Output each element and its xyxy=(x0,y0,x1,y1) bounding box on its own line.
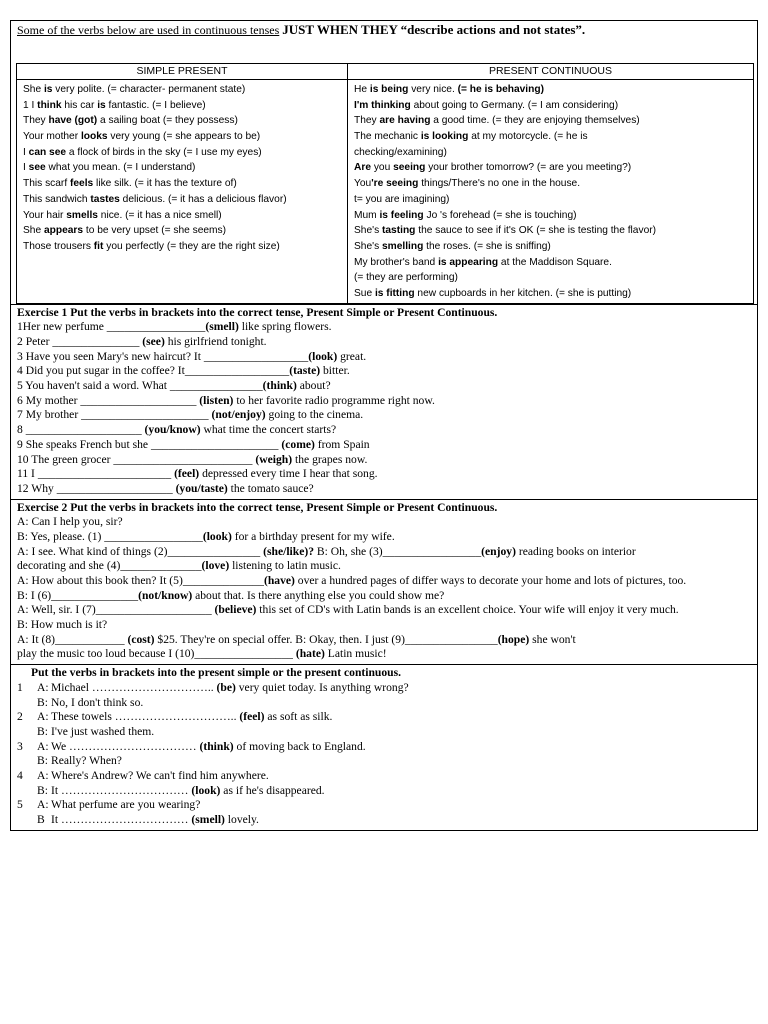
example-line xyxy=(23,208,343,224)
exercise-2-dialogue xyxy=(17,515,757,662)
text-run: fantastic. (= I believe) xyxy=(105,99,206,111)
text-run: 7 My brother ______________________ xyxy=(17,408,212,422)
text-run: the roses. (= she is sniffing) xyxy=(423,240,551,252)
bold-text: fit xyxy=(93,240,104,252)
exercise-1 xyxy=(11,304,757,499)
text-run: to be very upset (= she seems) xyxy=(83,225,227,237)
text-run: things/There's no one in the house. xyxy=(418,178,581,190)
text-run: to her favorite radio programme right now. xyxy=(233,393,435,407)
bold-text: see xyxy=(28,162,46,174)
text-run: B: I (6)_______________ xyxy=(17,588,139,602)
speaker-a-text xyxy=(51,710,332,725)
text-run: bitter. xyxy=(320,364,350,378)
dialogue-line xyxy=(17,618,757,633)
bold-text: (believe) xyxy=(214,603,257,617)
text-run: B: How much is it? xyxy=(17,618,108,632)
text-run: listening to latin music. xyxy=(229,559,341,573)
speaker-b-text xyxy=(51,813,259,828)
text-run: The mechanic xyxy=(354,131,421,143)
dialogue-line xyxy=(17,574,757,589)
bold-text: (have) xyxy=(263,574,295,587)
text-run: $25. They're on special offer. B: Okay, then. I just (9)________________ xyxy=(154,632,498,646)
bold-text: is xyxy=(43,84,53,95)
bold-text: (listen) xyxy=(199,393,234,407)
text-run: A: Can I help you, sir? xyxy=(17,515,123,529)
bold-text: (enjoy) xyxy=(481,544,516,558)
item-number: 5 xyxy=(17,798,23,812)
text-run: Michael ………………………….. xyxy=(51,680,217,694)
speaker-b-label: B xyxy=(37,813,45,827)
bold-text: tastes xyxy=(90,193,120,205)
text-run: new cupboards in her kitchen. (= she is putting) xyxy=(414,287,632,299)
bold-text: (come) xyxy=(281,437,315,451)
item-line-b xyxy=(17,725,757,740)
example-line xyxy=(354,160,749,176)
bold-text: (hope) xyxy=(497,632,530,646)
bold-text: (not/enjoy) xyxy=(211,408,266,422)
speaker-b-label: B: xyxy=(37,783,48,797)
speaker-b-text xyxy=(51,784,325,799)
item-line-a xyxy=(17,740,757,755)
text-run: of moving back to England. xyxy=(233,739,366,753)
text-run: a flock of birds in the sky (= I use my eyes) xyxy=(66,146,262,158)
text-run: what time the concert starts? xyxy=(200,423,337,437)
item-number: 3 xyxy=(17,739,23,753)
bold-text: have (got) xyxy=(48,115,98,127)
col-header-simple-present: SIMPLE PRESENT xyxy=(17,64,348,80)
text-run: It …………………………… xyxy=(51,783,192,797)
text-run: 3 Have you seen Mary's new haircut? It __________________ xyxy=(17,349,309,363)
text-run: about that. Is there anything else you could show me? xyxy=(192,588,445,602)
bold-text: is looking xyxy=(420,131,469,143)
bold-text: (you/taste) xyxy=(175,481,228,495)
exercise-1-lines xyxy=(17,320,757,496)
exercise-1-line xyxy=(17,453,757,468)
text-run: about? xyxy=(296,379,331,393)
item-line-a xyxy=(17,710,757,725)
text-run: 11 I _______________________ xyxy=(17,467,175,481)
text-run: They xyxy=(354,115,380,127)
text-run: the tomato sauce? xyxy=(227,481,314,495)
worksheet xyxy=(10,20,758,831)
intro-underlined: Some of the verbs below are used in continuous tenses xyxy=(17,23,280,37)
text-run: Jo 's forehead (= she is touching) xyxy=(423,209,577,221)
text-run: a good time. (= they are enjoying themselves) xyxy=(430,115,640,127)
bold-text: (look) xyxy=(202,529,232,543)
text-run: she won't xyxy=(529,632,576,646)
example-line xyxy=(354,286,749,302)
simple-present-examples xyxy=(17,80,348,304)
example-line xyxy=(354,176,749,192)
text-run: checking/examining) xyxy=(354,146,447,158)
speaker-b-text: No, I don't think so. xyxy=(51,695,144,709)
bold-text: can see xyxy=(28,146,67,158)
exercise-1-title: Exercise 1 Put the verbs in brackets into the correct tense, Present Simple or Present Continuous. xyxy=(17,305,498,319)
text-run: at the Maddison Square. xyxy=(498,256,612,268)
bold-text: (look) xyxy=(191,783,221,797)
text-run: He xyxy=(354,84,370,95)
text-run: 12 Why ____________________ xyxy=(17,481,176,495)
comparison-table xyxy=(16,63,754,304)
text-run: over a hundred pages of differ ways to decorate your home and lots of pictures, too. xyxy=(294,574,687,587)
text-run: B: Oh, she (3)_________________ xyxy=(314,544,482,558)
text-run: his girlfriend tonight. xyxy=(164,335,267,348)
speaker-b-label: B: xyxy=(37,754,48,768)
text-run: Where's Andrew? We can't find him anywhere. xyxy=(51,768,269,782)
text-run: great. xyxy=(337,349,367,363)
example-line xyxy=(354,129,749,145)
example-line xyxy=(23,160,343,176)
item-line-a xyxy=(17,798,757,813)
text-run: This scarf xyxy=(23,178,70,190)
example-line xyxy=(23,192,343,208)
text-run: My brother's band xyxy=(354,256,439,268)
bold-text: is appearing xyxy=(438,256,499,268)
text-run: you perfectly (= they are the right size) xyxy=(103,240,280,252)
bold-text: (cost) xyxy=(127,632,155,646)
text-run: She's xyxy=(354,240,382,252)
text-run: the sauce to see if it's OK (= she is testing the flavor) xyxy=(415,225,657,237)
bold-text: (see) xyxy=(142,335,165,348)
text-run: Latin music! xyxy=(324,647,387,661)
exercise-2 xyxy=(11,499,757,665)
exercise-1-line xyxy=(17,335,757,350)
example-line xyxy=(354,113,749,129)
text-run: She xyxy=(23,84,44,95)
item-line-a xyxy=(17,681,757,696)
example-line xyxy=(354,223,749,239)
bold-text: feels xyxy=(69,178,94,190)
bold-text: (love) xyxy=(201,559,230,573)
text-run: It …………………………… xyxy=(51,813,192,827)
text-run: 8 ____________________ xyxy=(17,423,145,437)
speaker-a-text xyxy=(51,681,409,696)
text-run: at my motorcycle. (= he is xyxy=(468,131,588,143)
bold-text: think xyxy=(37,99,62,111)
text-run: from Spain xyxy=(314,437,370,451)
example-line xyxy=(23,129,343,145)
dialogue-line xyxy=(17,589,757,604)
item-line-b xyxy=(17,696,757,711)
text-run: nice. (= it has a nice smell) xyxy=(97,209,222,221)
example-line xyxy=(354,192,749,208)
speaker-a-label: A: xyxy=(37,680,49,694)
text-run: 1 I xyxy=(23,99,38,111)
text-run: 5 You haven't said a word. What ________________ xyxy=(17,379,263,393)
item-line-b xyxy=(17,754,757,769)
speaker-b-label: B: xyxy=(37,695,48,709)
text-run: This sandwich xyxy=(23,193,91,205)
text-run: reading books on interior xyxy=(515,544,636,558)
bold-text: (= he is behaving) xyxy=(457,84,544,95)
speaker-a-label: A: xyxy=(37,768,49,782)
example-line xyxy=(23,98,343,114)
exercise-2-title: Exercise 2 Put the verbs in brackets into the correct tense, Present Simple or Present Continuous. xyxy=(17,500,498,514)
exercise-1-line xyxy=(17,482,757,497)
text-run: depressed every time I hear that song. xyxy=(199,467,378,481)
example-line xyxy=(23,176,343,192)
text-run: 2 Peter _______________ xyxy=(17,335,143,348)
text-run: I xyxy=(23,146,29,158)
text-run: Sue xyxy=(354,287,375,299)
intro-line xyxy=(11,21,757,40)
text-run: you xyxy=(371,162,394,174)
col-header-present-continuous: PRESENT CONTINUOUS xyxy=(348,64,754,80)
example-line xyxy=(23,239,343,255)
text-run: Those trousers xyxy=(23,240,94,252)
text-run: She's xyxy=(354,225,382,237)
text-run: as if he's disappeared. xyxy=(220,783,325,797)
present-continuous-examples xyxy=(348,80,754,304)
text-run: 9 She speaks French but she ______________________ xyxy=(17,437,282,451)
text-run: what you mean. (= I understand) xyxy=(45,162,196,174)
bold-text: (smell) xyxy=(205,320,239,334)
bold-text: smelling xyxy=(382,240,424,252)
text-run: They xyxy=(23,115,49,127)
item-line-a xyxy=(17,769,757,784)
text-run: very polite. (= character- permanent state) xyxy=(52,84,246,95)
speaker-a-label: A: xyxy=(37,710,49,724)
text-run: this set of CD's with Latin bands is an excellent choice. Your wife will enjoy it very much. xyxy=(256,603,679,617)
text-run: What perfume are you wearing? xyxy=(51,798,201,812)
example-line xyxy=(354,255,749,271)
example-line xyxy=(354,239,749,255)
text-run: the grapes now. xyxy=(292,452,368,466)
exercise-3 xyxy=(11,664,757,830)
dialogue-line xyxy=(17,633,757,648)
speaker-b-label: B: xyxy=(37,724,48,738)
speaker-a-text xyxy=(51,740,366,755)
text-run: lovely. xyxy=(224,813,259,827)
text-run: 4 Did you put sugar in the coffee? It__________________ xyxy=(17,364,290,378)
example-line xyxy=(23,82,343,98)
bold-text: (be) xyxy=(216,680,236,694)
text-run: very nice. xyxy=(408,84,458,95)
bold-text: I'm thinking xyxy=(354,99,411,111)
speaker-b-text: I've just washed them. xyxy=(51,724,155,738)
exercise-1-line xyxy=(17,408,757,423)
bold-text: appears xyxy=(43,225,84,237)
dialogue-line xyxy=(17,647,757,662)
example-line xyxy=(23,223,343,239)
text-run: A: How about this book then? It (5)______________ xyxy=(17,574,264,587)
bold-text: 're seeing xyxy=(371,178,419,190)
text-run: like silk. (= it has the texture of) xyxy=(93,178,237,190)
exercise-3-items xyxy=(17,681,757,828)
text-run: t= you are imagining) xyxy=(354,193,450,205)
example-line xyxy=(354,208,749,224)
bold-text: (look) xyxy=(308,349,338,363)
text-run: 6 My mother ____________________ xyxy=(17,393,200,407)
speaker-b-text: Really? When? xyxy=(51,754,122,768)
exercise-1-line xyxy=(17,379,757,394)
text-run: A: I see. What kind of things (2)________________ xyxy=(17,544,264,558)
text-run: A: It (8)____________ xyxy=(17,632,128,646)
text-run: (= they are performing) xyxy=(354,272,458,284)
bold-text: is xyxy=(97,99,106,111)
dialogue-line xyxy=(17,530,757,545)
bold-text: (taste) xyxy=(289,364,321,378)
speaker-a-text xyxy=(51,798,200,813)
exercise-1-line xyxy=(17,320,757,335)
text-run: Mum xyxy=(354,209,380,221)
speaker-a-text xyxy=(51,769,269,784)
bold-text: is fitting xyxy=(374,287,415,299)
exercise-3-title: Put the verbs in brackets into the present simple or the present continuous. xyxy=(31,666,402,680)
bold-text: smells xyxy=(66,209,98,221)
exercise-1-line xyxy=(17,394,757,409)
item-number: 1 xyxy=(17,680,23,694)
text-run: 1Her new perfume _________________ xyxy=(17,320,206,334)
dialogue-line xyxy=(17,545,757,560)
bold-text: seeing xyxy=(393,162,426,174)
bold-text: (weigh) xyxy=(255,452,293,466)
speaker-a-label: A: xyxy=(37,739,49,753)
text-run: 10 The green grocer ________________________ xyxy=(17,452,256,466)
text-run: like spring flowers. xyxy=(238,320,332,334)
text-run: decorating and she (4)______________ xyxy=(17,559,202,573)
text-run: Your mother xyxy=(23,131,81,143)
bold-text: looks xyxy=(80,131,108,143)
item-line-b xyxy=(17,813,757,828)
example-line xyxy=(23,113,343,129)
text-run: These towels ………………………….. xyxy=(51,710,240,724)
exercise-1-line xyxy=(17,423,757,438)
text-run: for a birthday present for my wife. xyxy=(231,529,395,543)
bold-text: (think) xyxy=(199,739,234,753)
text-run: about going to Germany. (= I am considering) xyxy=(410,99,619,111)
example-line xyxy=(354,82,749,98)
bold-text: (feel) xyxy=(174,467,200,481)
item-number: 4 xyxy=(17,768,23,782)
text-run: his car xyxy=(61,99,98,111)
intro-bold: JUST WHEN THEY “describe actions and not states”. xyxy=(282,22,586,37)
bold-text: (feel) xyxy=(239,710,265,724)
text-run: very quiet today. Is anything wrong? xyxy=(235,680,409,694)
example-line xyxy=(354,98,749,114)
bold-text: is feeling xyxy=(379,209,424,221)
text-run: A: Well, sir. I (7)____________________ xyxy=(17,603,215,617)
exercise-1-line xyxy=(17,438,757,453)
text-run: I xyxy=(23,162,29,174)
text-run: You xyxy=(354,178,372,190)
item-number: 2 xyxy=(17,710,23,724)
dialogue-line xyxy=(17,559,757,574)
text-run: as soft as silk. xyxy=(264,710,333,724)
bold-text: are having xyxy=(379,115,431,127)
bold-text: is being xyxy=(369,84,409,95)
text-run: B: Yes, please. (1) _________________ xyxy=(17,529,203,543)
item-line-b xyxy=(17,784,757,799)
example-line xyxy=(23,145,343,161)
bold-text: (not/know) xyxy=(138,588,193,602)
exercise-1-line xyxy=(17,350,757,365)
example-line xyxy=(354,270,749,286)
speaker-a-label: A: xyxy=(37,798,49,812)
bold-text: (think) xyxy=(262,379,297,393)
text-run: a sailing boat (= they possess) xyxy=(97,115,238,127)
bold-text: Are xyxy=(354,162,371,174)
text-run: going to the cinema. xyxy=(265,408,364,422)
exercise-1-line xyxy=(17,467,757,482)
bold-text: (she/like)? xyxy=(263,544,315,558)
text-run: She xyxy=(23,225,44,237)
exercise-1-line xyxy=(17,364,757,379)
text-run: Your hair xyxy=(23,209,67,221)
text-run: your brother tomorrow? (= are you meeting?) xyxy=(425,162,632,174)
bold-text: (you/know) xyxy=(144,423,201,437)
example-line xyxy=(354,145,749,161)
text-run: We …………………………… xyxy=(51,739,200,753)
bold-text: (hate) xyxy=(295,647,325,661)
dialogue-line xyxy=(17,603,757,618)
dialogue-line xyxy=(17,515,757,530)
bold-text: (smell) xyxy=(191,813,225,827)
text-run: play the music too loud because I (10)_________________ xyxy=(17,647,296,661)
text-run: delicious. (= it has a delicious flavor) xyxy=(119,193,287,205)
bold-text: tasting xyxy=(382,225,416,237)
text-run: very young (= she appears to be) xyxy=(107,131,261,143)
